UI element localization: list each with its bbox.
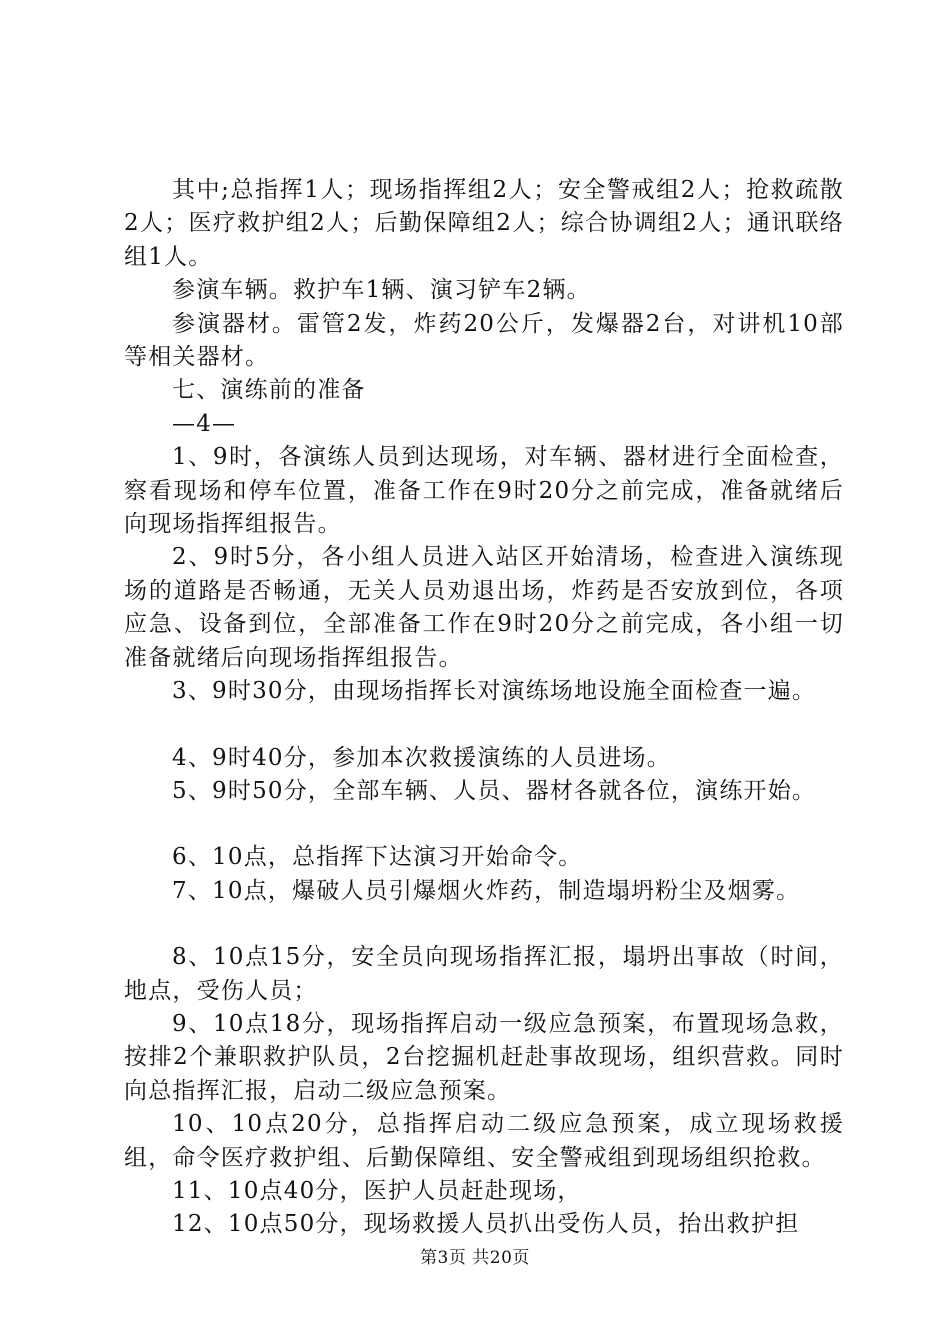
step-12: 12、10点50分，现场救援人员扒出受伤人员，抬出救护担 bbox=[172, 1211, 800, 1238]
step-3: 3、9时30分，由现场指挥长对演练场地设施全面检查一遍。 bbox=[172, 678, 817, 705]
step-4: 4、9时40分，参加本次救援演练的人员进场。 bbox=[172, 744, 671, 771]
step-10: 10、10点20分，总指挥启动二级应急预案，成立现场救援组，命令医疗救护组、后勤保障组、安全警戒组到现场组织抢救。 bbox=[124, 1111, 844, 1171]
step-9: 9、10点18分，现场指挥启动一级应急预案，布置现场急救，按排2个兼职救护队员，2台挖掘机赶赴事故现场，组织营救。同时向总指挥汇报，启动二级应急预案。 bbox=[124, 1010, 844, 1104]
paragraph-equipment: 参演器材。雷管2发，炸药20公斤，发爆器2台，对讲机10部等相关器材。 bbox=[124, 310, 844, 371]
step-2: 2、9时5分，各小组人员进入站区开始清场，检查进入演练现场的道路是否畅通，无关人员劝退出场，炸药是否安放到位，各项应急、设备到位，全部准备工作在9时20分之前完成，各小组一切准备就绪后向现场指挥组报告。 bbox=[124, 544, 844, 671]
paragraph-vehicles: 参演车辆。救护车1辆、演习铲车2辆。 bbox=[172, 277, 591, 304]
step-8: 8、10点15分，安全员向现场指挥汇报，塌坍出事故（时间，地点，受伤人员； bbox=[124, 944, 844, 1004]
blank-line bbox=[124, 808, 844, 841]
step-1: 1、9时，各演练人员到达现场，对车辆、器材进行全面检查，察看现场和停车位置，准备工作在9时20分之前完成，准备就绪后向现场指挥组报告。 bbox=[124, 444, 844, 538]
page-footer: 第3页 共20页 bbox=[420, 1248, 530, 1268]
step-5: 5、9时50分，全部车辆、人员、器材各就各位，演练开始。 bbox=[172, 777, 817, 804]
step-6: 6、10点，总指挥下达演习开始命令。 bbox=[172, 844, 583, 871]
step-7: 7、10点，爆破人员引爆烟火炸药，制造塌坍粉尘及烟雾。 bbox=[172, 877, 801, 904]
blank-line bbox=[124, 709, 844, 742]
document-body bbox=[124, 174, 844, 1242]
blank-line bbox=[124, 908, 844, 941]
inline-page-marker: —4— bbox=[172, 410, 237, 437]
step-11: 11、10点40分，医护人员赶赴现场， bbox=[172, 1177, 582, 1204]
section-heading-preparation: 七、演练前的准备 bbox=[172, 377, 366, 404]
paragraph-personnel: 其中;总指挥1人；现场指挥组2人；安全警戒组2人；抢救疏散2人；医疗救护组2人；后勤保障组2人；综合协调组2人；通讯联络组1人。 bbox=[124, 177, 844, 270]
